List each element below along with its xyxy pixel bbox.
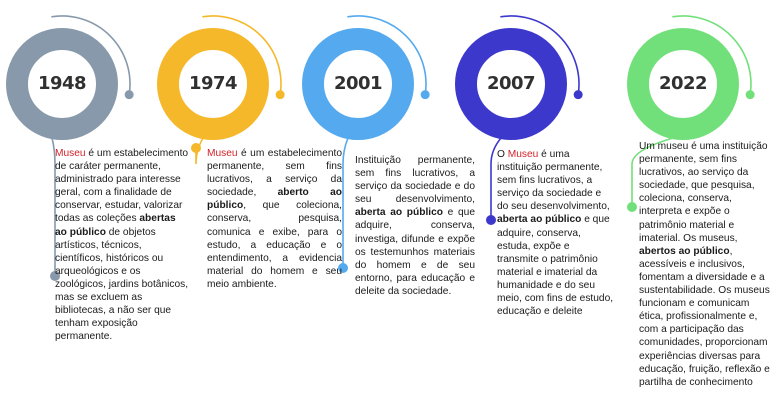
arc-end-dot — [276, 90, 285, 99]
year-label: 2007 — [486, 73, 536, 94]
definition-text — [639, 140, 770, 389]
year-label: 1974 — [188, 73, 238, 94]
bold-phrase: abertos ao público — [639, 245, 730, 257]
bold-phrase: aberta ao público — [355, 207, 444, 219]
text-segment: Instituição permanente, sem fins lucrativos, a serviço da sociedade e do seu desenvolvimento, — [355, 155, 475, 206]
year-label: 2022 — [658, 73, 708, 94]
bold-phrase: aberta ao público — [497, 214, 582, 226]
connector-end-dot — [486, 215, 496, 225]
text-segment: , que coleciona, conserva, pesquisa, comunica e exibe, para o estudo, a educação e o entendimento, a evidencia material do homem e seu meio ambiente. — [207, 200, 342, 290]
connector-end-dot — [627, 202, 637, 212]
text-segment: Um museu é uma instituição permanente, sem fins lucrativos, ao serviço da sociedade, que pesquisa, coleciona, conserva, interpreta e expõe o patrimônio material e imaterial. Os museus, — [639, 141, 768, 244]
arc-end-dot — [574, 90, 583, 99]
definition-text — [55, 147, 190, 343]
term-highlight: Museu — [507, 149, 539, 160]
connector-line — [343, 138, 348, 268]
year-label: 1948 — [37, 73, 87, 94]
text-segment: é um estabelecimento de caráter permanente, administrado para interesse geral, com a finalidade de conservar, estudar, valorizar todas as coleções — [55, 148, 189, 225]
year-label: 2001 — [333, 73, 383, 94]
text-segment: é um estabelecimento permanente, sem fins lucrativos, a serviço da sociedade, — [207, 148, 342, 199]
definition-text — [497, 148, 614, 318]
term-highlight: Museu — [207, 148, 238, 159]
bold-phrase: aberto ao público — [207, 187, 342, 212]
arc-end-dot — [421, 90, 430, 99]
text-segment: e que adquire, conserva, estuda, expõe e transmite o patrimônio material e imaterial da humanidade e do seu meio, com fins de estudo, educação e deleite — [497, 214, 614, 318]
arc-end-dot — [125, 90, 134, 99]
text-segment: e que adquire, conserva, investiga, difunde e expõe os testemunhos materiais do homem e de seu entorno, para educação e deleite da sociedade. — [355, 207, 475, 297]
definition-text — [207, 147, 342, 291]
text-segment: , acessíveis e inclusivos, fomentam a diversidade e a sustentabilidade. Os museus funcionam e comunicam ética, profissionalmente e, com a participação das comunidades, proporcionam experiências diversas para educação, fruição, reflexão e partilha de conhecimento — [639, 245, 770, 388]
connector-end-dot — [191, 143, 201, 153]
text-segment: é uma instituição permanente, sem fins lucrativos, a serviço da sociedade e do seu desenvolvimento, — [497, 149, 610, 213]
text-segment: de objetos artísticos, técnicos, científicos, históricos ou arqueológicos e os zoológicos, jardins botânicos, mas se excluem as bibliotecas, a não ser que tenham exposição permanente. — [55, 226, 189, 343]
bold-phrase: abertas ao público — [55, 213, 176, 238]
term-highlight: Museu — [55, 148, 86, 159]
definition-text — [355, 154, 475, 298]
text-segment: O — [497, 149, 508, 160]
arc-end-dot — [746, 90, 755, 99]
